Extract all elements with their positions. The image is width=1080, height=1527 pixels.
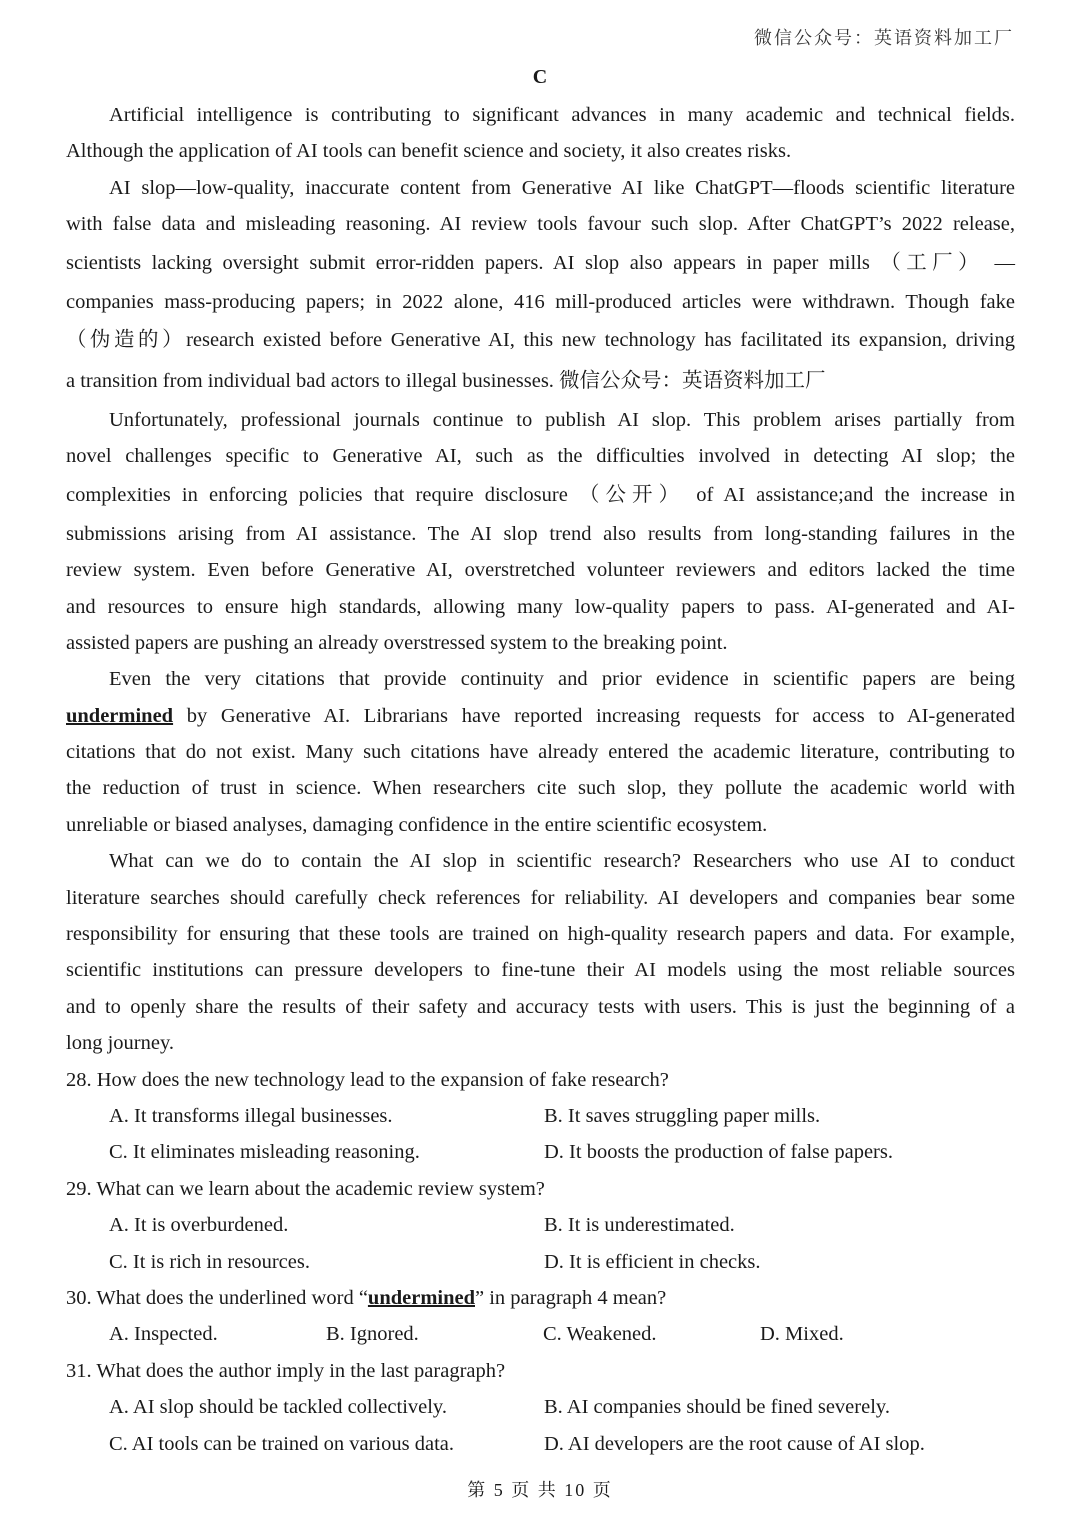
option-d: D. It boosts the production of false papers. xyxy=(544,1141,893,1164)
question-28 xyxy=(66,1062,1015,1171)
page-header: 微信公众号：英语资料加工厂 xyxy=(754,28,1014,48)
text-line xyxy=(66,698,1015,734)
text-line: and to openly share the results of their safety and accuracy tests with users. This is just the beginning of a xyxy=(66,995,1015,1018)
text-line: submissions arising from AI assistance. The AI slop trend also results from long-standing failures in the xyxy=(66,522,1015,545)
text-line: a transition from individual bad actors to illegal businesses. 微信公众号：英语资料加工厂 xyxy=(66,369,826,392)
text-line: unreliable or biased analyses, damaging confidence in the entire scientific ecosystem. xyxy=(66,813,768,836)
text-line: （伪造的）research existed before Generative AI, this new technology has facilitated its expansion, driving xyxy=(66,328,1015,351)
section-title: C xyxy=(532,66,548,88)
option-b: B. It saves struggling paper mills. xyxy=(544,1104,821,1127)
stem-pre: 30. What does the underlined word “ xyxy=(66,1286,368,1309)
text-line: review system. Even before Generative AI, overstretched volunteer reviewers and editors lacked the time xyxy=(66,559,1015,582)
paragraph-1 xyxy=(66,97,1015,170)
stem-post: ” in paragraph 4 mean? xyxy=(475,1286,667,1309)
text-line-rest: by Generative AI. Librarians have reported increasing requests for access to AI-generated xyxy=(173,704,1015,727)
question-30 xyxy=(66,1280,1015,1353)
text-line: Although the application of AI tools can benefit science and society, it also creates risks. xyxy=(66,140,792,163)
text-line: novel challenges specific to Generative AI, such as the difficulties involved in detecting AI slop; the xyxy=(66,445,1015,468)
text-line: assisted papers are pushing an already overstressed system to the breaking point. xyxy=(66,631,728,654)
text-line: scientific institutions can pressure developers to fine-tune their AI models using the most reliable sources xyxy=(66,959,1015,982)
text-line: Artificial intelligence is contributing to significant advances in many academic and technical fields. xyxy=(109,104,1015,126)
option-d: D. It is efficient in checks. xyxy=(544,1250,761,1273)
text-line: What can we do to contain the AI slop in scientific research? Researchers who use AI to conduct xyxy=(109,850,1015,873)
text-line: literature searches should carefully check references for reliability. AI developers and companies bear some xyxy=(66,886,1015,909)
option-d: D. AI developers are the root cause of AI slop. xyxy=(544,1432,925,1455)
option-b: B. It is underestimated. xyxy=(544,1214,735,1237)
page-footer: 第 5 页 共 10 页 xyxy=(467,1480,613,1500)
text-line: companies mass-producing papers; in 2022 alone, 416 mill-produced articles were withdrawn. Though fake xyxy=(66,290,1015,313)
paragraph-3 xyxy=(66,402,1015,661)
option-a: A. Inspected. xyxy=(109,1323,218,1346)
option-c: C. AI tools can be trained on various data. xyxy=(109,1432,454,1455)
text-line: scientists lacking oversight submit error-ridden papers. AI slop also appears in paper mills （工厂） — xyxy=(66,251,1015,274)
option-a: A. AI slop should be tackled collectively. xyxy=(109,1396,447,1419)
question-stem: 31. What does the author imply in the last paragraph? xyxy=(66,1359,506,1382)
passage xyxy=(66,97,1015,1462)
question-29 xyxy=(66,1171,1015,1280)
option-a: A. It transforms illegal businesses. xyxy=(109,1104,393,1127)
text-line: long journey. xyxy=(66,1032,174,1055)
question-stem: 28. How does the new technology lead to the expansion of fake research? xyxy=(66,1068,669,1091)
text-line: with false data and misleading reasoning. AI review tools favour such slop. After ChatGPT’s 2022 release, xyxy=(66,213,1015,236)
text-line: responsibility for ensuring that these tools are trained on high-quality research papers and data. For example, xyxy=(66,923,1015,946)
option-c: C. It eliminates misleading reasoning. xyxy=(109,1141,420,1164)
paragraph-2 xyxy=(66,170,1015,402)
text-line: AI slop—low-quality, inaccurate content from Generative AI like ChatGPT—floods scientific literature xyxy=(109,176,1015,199)
option-c: C. It is rich in resources. xyxy=(109,1250,310,1273)
text-line: Even the very citations that provide continuity and prior evidence in scientific papers are being xyxy=(109,668,1015,691)
question-stem: 29. What can we learn about the academic review system? xyxy=(66,1177,545,1200)
option-d: D. Mixed. xyxy=(760,1323,844,1346)
text-line: complexities in enforcing policies that require disclosure （公开） of AI assistance;and the increase in xyxy=(66,483,1015,506)
option-b: B. AI companies should be fined severely. xyxy=(544,1396,890,1419)
text-line: Unfortunately, professional journals continue to publish AI slop. This problem arises partially from xyxy=(109,408,1015,431)
question-31 xyxy=(66,1353,1015,1462)
text-line: the reduction of trust in science. When researchers cite such slop, they pollute the academic world with xyxy=(66,777,1015,800)
question-stem xyxy=(66,1280,1015,1316)
text-line: and resources to ensure high standards, allowing many low-quality papers to pass. AI-generated and AI- xyxy=(66,595,1015,618)
paragraph-5 xyxy=(66,843,1015,1061)
option-a: A. It is overburdened. xyxy=(109,1214,289,1237)
option-b: B. Ignored. xyxy=(326,1323,419,1346)
underlined-word: undermined xyxy=(66,704,174,727)
option-c: C. Weakened. xyxy=(543,1323,657,1346)
underlined-word: undermined xyxy=(367,1286,475,1309)
text-line: citations that do not exist. Many such citations have already entered the academic literature, contributing to xyxy=(66,741,1015,764)
paragraph-4 xyxy=(66,661,1015,843)
